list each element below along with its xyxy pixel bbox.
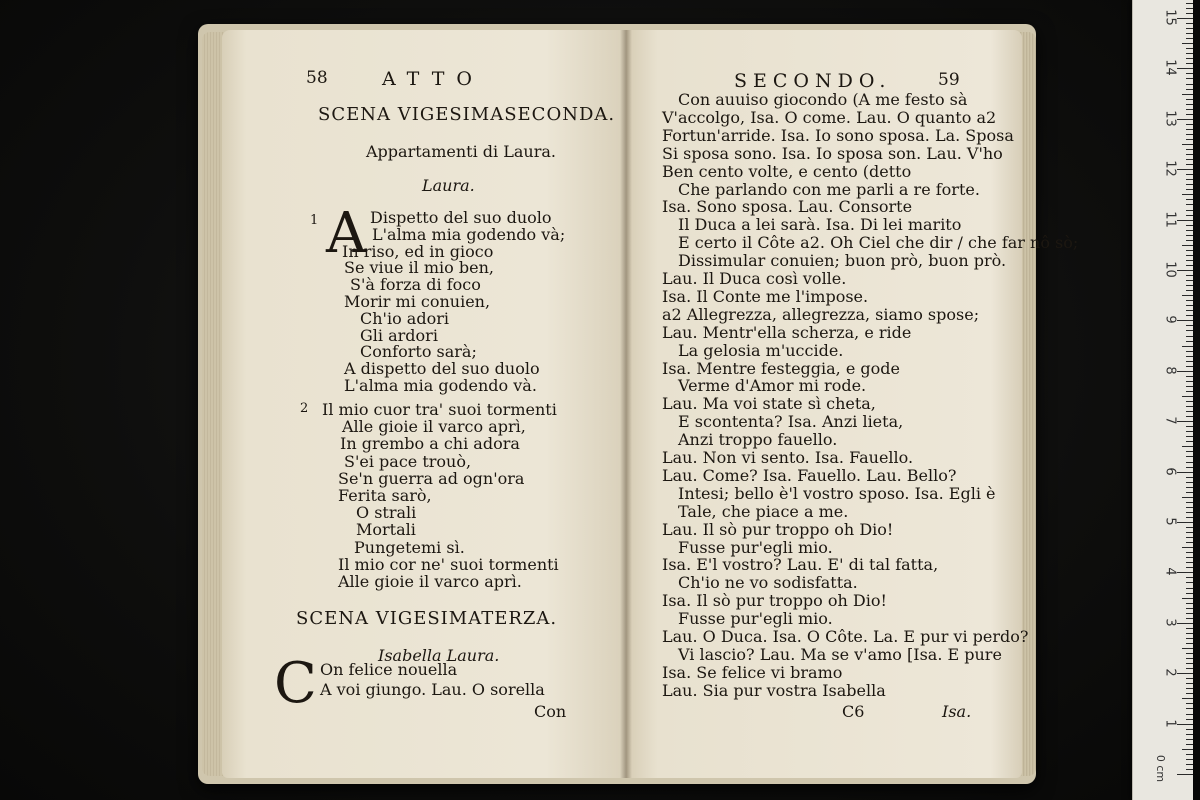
ruler-tick [1186,58,1193,59]
ruler-tick [1182,245,1193,246]
ruler-tick [1186,693,1193,694]
ruler-number: 6 [1162,466,1178,476]
scene-title: SCENA VIGESIMASECONDA. [318,104,616,125]
ruler-tick [1186,426,1193,427]
ruler-tick [1186,3,1193,4]
text-line: E certo il Côte a2. Oh Ciel che dir / che far nô sò; [678,233,1079,253]
ruler-number: 4 [1162,567,1178,577]
text-line: Lau. Il Duca così volle. [662,269,847,288]
text-line: Fortun'arride. Isa. Io sono sposa. La. Sposa [662,125,1014,145]
text-line: Con auuiso giocondo (A me festo sà [678,90,968,109]
text-line: Lau. Il sò pur troppo oh Dio! [662,519,894,539]
ruler-tick [1177,220,1193,221]
text-line: Dissimular conuien; buon prò, buon prò. [678,251,1007,271]
ruler-tick [1186,502,1193,503]
text-line: In grembo a chi adora [340,434,520,454]
text-line: Conforto sarà; [360,342,477,362]
ruler-tick [1186,300,1193,301]
text-line: O strali [356,503,417,523]
ruler-tick [1186,356,1193,357]
ruler-tick [1182,497,1193,498]
ruler-tick [1182,598,1193,599]
page-stack-right [1020,32,1036,776]
ruler-tick [1186,124,1193,125]
ruler-tick [1186,411,1193,412]
text-line: Fusse pur'egli mio. [678,537,833,557]
ruler-tick [1186,189,1193,190]
text-line: Tale, che piace a me. [678,501,849,521]
ruler-tick [1182,94,1193,95]
ruler-tick [1186,159,1193,160]
left-page [222,30,626,778]
ruler-tick [1186,714,1193,715]
ruler-tick [1186,250,1193,251]
ruler-tick [1177,572,1193,573]
ruler-tick [1186,431,1193,432]
text-line: Lau. Ma voi state sì cheta, [662,394,876,414]
ruler-tick [1186,638,1193,639]
ruler-tick [1186,361,1193,362]
ruler-tick [1186,134,1193,135]
ruler-tick [1177,421,1193,422]
text-line: Mortali [356,520,416,540]
text-line: Morir mi conuien, [344,292,491,311]
text-line: Lau. Mentr'ella scherza, e ride [662,322,912,342]
ruler-unit: 0 cm [1154,754,1168,783]
ruler-tick [1186,663,1193,664]
text-line: Isa. Mentre festeggia, e gode [662,358,900,378]
ruler-tick [1186,658,1193,659]
text-line: Gli ardori [360,325,438,345]
text-line: Lau. O Duca. Isa. O Côte. La. E pur vi perdo? [662,627,1029,646]
ruler-tick [1177,371,1193,372]
ruler-number: 11 [1162,210,1178,228]
ruler-tick [1186,401,1193,402]
text-line: Isa. Sono sposa. Lau. Consorte [662,197,913,217]
ruler-tick [1182,396,1193,397]
ruler-tick [1186,164,1193,165]
ruler-tick [1182,749,1193,750]
ruler-tick [1186,315,1193,316]
ruler-tick [1186,593,1193,594]
ruler-tick [1186,734,1193,735]
text-line: La gelosia m'uccide. [678,340,844,360]
ruler-tick [1177,724,1193,725]
text-line: Ch'io adori [360,308,449,328]
ruler-tick [1186,255,1193,256]
ruler-tick [1177,522,1193,523]
ruler-tick [1186,688,1193,689]
ruler-number: 15 [1162,9,1178,26]
ruler-tick [1186,406,1193,407]
ruler-tick [1186,78,1193,79]
ruler-tick [1186,532,1193,533]
text-line: Alle gioie il varco aprì, [342,417,526,437]
ruler-tick [1182,648,1193,649]
ruler-tick [1177,774,1193,775]
ruler-tick [1186,577,1193,578]
text-line: Il Duca a lei sarà. Isa. Di lei marito [678,215,962,235]
text-line: Pungetemi sì. [354,537,465,557]
text-line: A dispetto del suo duolo [344,359,540,379]
text-line: In riso, ed in gioco [342,241,494,261]
ruler-number: 5 [1162,517,1178,526]
measurement-ruler [1132,0,1193,800]
ruler-tick [1186,754,1193,755]
text-line: Ben cento volte, e cento (detto [662,161,912,181]
ruler-tick [1186,290,1193,291]
text-line: Lau. Come? Isa. Fauello. Lau. Bello? [662,465,957,485]
ruler-tick [1186,174,1193,175]
text-line: Vi lascio? Lau. Ma se v'amo [Isa. E pure [678,644,1002,664]
ruler-tick [1182,194,1193,195]
ruler-tick [1182,346,1193,347]
ruler-tick [1186,542,1193,543]
page-number: 59 [938,70,960,90]
text-line: Isa. Il sò pur troppo oh Dio! [662,591,887,611]
ruler-tick [1186,537,1193,538]
ruler-tick [1186,492,1193,493]
ruler-tick [1186,109,1193,110]
text-line: A voi giungo. Lau. O sorella [320,680,545,699]
ruler-tick [1186,416,1193,417]
ruler-tick [1186,8,1193,9]
ruler-tick [1186,613,1193,614]
ruler-tick [1186,759,1193,760]
text-line: Lau. Sia pur vostra Isabella [662,680,886,700]
ruler-tick [1186,336,1193,337]
ruler-tick [1177,623,1193,624]
ruler-tick [1186,240,1193,241]
running-head: ATTO [382,68,484,90]
text-line: Che parlando con me parli a re forte. [678,179,980,199]
ruler-tick [1186,139,1193,140]
text-line: Verme d'Amor mi rode. [678,376,867,396]
ruler-tick [1182,144,1193,145]
right-page [626,30,1079,778]
text-line: Dispetto del suo duolo [370,208,552,227]
ruler-tick [1186,199,1193,200]
text-line: Lau. Non vi sento. Isa. Fauello. [662,448,914,467]
ruler-tick [1186,330,1193,331]
ruler-number: 9 [1162,315,1178,325]
ruler-tick [1186,668,1193,669]
ruler-tick [1186,678,1193,679]
ruler-number: 14 [1162,59,1178,77]
ruler-tick [1186,73,1193,74]
ruler-tick [1186,33,1193,34]
ruler-tick [1186,462,1193,463]
text-line: a2 Allegrezza, allegrezza, siamo spose; [662,304,980,324]
ruler-tick [1186,63,1193,64]
ruler-tick [1186,225,1193,226]
ruler-tick [1186,325,1193,326]
text-line: Isa. Il Conte me l'impose. [662,286,869,306]
ruler-tick [1186,703,1193,704]
ruler-tick [1186,729,1193,730]
ruler-tick [1186,507,1193,508]
ruler-tick [1186,719,1193,720]
verse-marker: 1 [310,213,319,228]
ruler-tick [1186,376,1193,377]
text-line: L'alma mia godendo và; [372,224,566,244]
ruler-tick [1186,154,1193,155]
ruler-number: 13 [1162,110,1178,127]
ruler-tick [1186,769,1193,770]
scene-setting: Appartamenti di Laura. [366,142,556,161]
ruler-tick [1182,547,1193,548]
ruler-number: 2 [1162,668,1178,677]
text-line: Anzi troppo fauello. [678,430,838,450]
text-line: S'à forza di foco [350,275,481,295]
ruler-tick [1186,275,1193,276]
page-stack-left [202,32,224,776]
ruler-tick [1177,472,1193,473]
ruler-tick [1186,487,1193,488]
ruler-tick [1186,517,1193,518]
ruler-tick [1186,552,1193,553]
ruler-tick [1186,477,1193,478]
ruler-tick [1186,567,1193,568]
ruler-tick [1177,169,1193,170]
ruler-tick [1186,179,1193,180]
ruler-tick [1186,210,1193,211]
ruler-tick [1177,320,1193,321]
ruler-tick [1186,104,1193,105]
ruler-tick [1186,99,1193,100]
drop-cap: A [326,201,367,266]
ruler-tick [1182,295,1193,296]
text-line: Il mio cor ne' suoi tormenti [338,554,559,574]
ruler-tick [1186,305,1193,306]
ruler-tick [1186,280,1193,281]
ruler-number: 1 [1162,718,1178,728]
text-line: Fusse pur'egli mio. [678,609,833,629]
ruler-tick [1186,628,1193,629]
text-line: L'alma mia godendo và. [344,376,537,395]
ruler-tick [1177,270,1193,271]
ruler-tick [1186,582,1193,583]
ruler-tick [1177,673,1193,674]
ruler-tick [1186,456,1193,457]
text-line: Ferita sarò, [338,486,432,505]
text-line: Isa. E'l vostro? Lau. E' di tal fatta, [662,555,939,575]
ruler-tick [1186,260,1193,261]
ruler-tick [1186,557,1193,558]
scene-speakers: Isabella Laura. [378,646,500,665]
text-line: Ch'io ne vo sodisfatta. [678,573,858,593]
text-line: Si sposa sono. Isa. Io sposa son. Lau. V'ho [662,143,1003,163]
text-line: Alle gioie il varco aprì. [338,572,522,591]
ruler-tick [1177,68,1193,69]
text-line: On felice nouella [320,660,458,679]
text-line: E scontenta? Isa. Anzi lieta, [678,412,904,432]
ruler-tick [1186,215,1193,216]
ruler-number: 12 [1162,160,1178,177]
catchword: Isa. [942,702,972,721]
ruler-tick [1186,467,1193,468]
ruler-tick [1186,235,1193,236]
verse-marker: 2 [300,401,309,416]
text-line: Isa. Se felice vi bramo [662,662,843,682]
ruler-tick [1186,482,1193,483]
ruler-tick [1186,386,1193,387]
ruler-tick [1186,451,1193,452]
ruler-number: 7 [1162,416,1178,425]
ruler-number: 3 [1162,618,1178,627]
ruler-tick [1186,129,1193,130]
ruler-tick [1186,512,1193,513]
ruler-tick [1186,618,1193,619]
drop-cap: C [274,651,317,716]
ruler-tick [1186,381,1193,382]
ruler-tick [1186,13,1193,14]
ruler-tick [1186,184,1193,185]
ruler-tick [1186,28,1193,29]
ruler-tick [1186,633,1193,634]
speaker-name: Laura. [422,176,475,195]
ruler-tick [1186,643,1193,644]
text-line: Intesi; bello è'l vostro sposo. Isa. Egli è [678,483,996,503]
scene-title: SCENA VIGESIMATERZA. [296,608,558,629]
book-gutter [620,30,632,778]
ruler-tick [1186,608,1193,609]
ruler-tick [1177,18,1193,19]
ruler-tick [1182,446,1193,447]
ruler-tick [1186,744,1193,745]
ruler-tick [1186,285,1193,286]
ruler-tick [1186,739,1193,740]
text-line: Se'n guerra ad ogn'ora [338,468,525,488]
ruler-tick [1186,149,1193,150]
ruler-tick [1186,562,1193,563]
text-line: V'accolgo, Isa. O come. Lau. O quanto a2 [662,107,997,127]
ruler-tick [1186,48,1193,49]
running-head: SECONDO. [734,70,892,92]
ruler-tick [1186,310,1193,311]
ruler-tick [1186,23,1193,24]
ruler-tick [1186,708,1193,709]
ruler-tick [1186,527,1193,528]
text-line: S'ei pace trouò, [344,451,472,471]
ruler-tick [1186,204,1193,205]
ruler-tick [1186,603,1193,604]
ruler-tick [1186,436,1193,437]
ruler-tick [1186,366,1193,367]
text-line: Il mio cuor tra' suoi tormenti [322,400,557,419]
ruler-tick [1186,265,1193,266]
signature-mark: C6 [842,702,865,721]
ruler-tick [1177,119,1193,120]
ruler-tick [1186,764,1193,765]
ruler-tick [1186,38,1193,39]
ruler-tick [1186,114,1193,115]
ruler-tick [1186,341,1193,342]
ruler-tick [1186,653,1193,654]
ruler-tick [1186,441,1193,442]
ruler-tick [1186,53,1193,54]
ruler-tick [1186,588,1193,589]
catchword: Con [534,702,567,721]
text-line: Se viue il mio ben, [344,258,494,278]
ruler-number: 8 [1162,366,1178,375]
ruler-tick [1186,683,1193,684]
ruler-tick [1182,698,1193,699]
page-number: 58 [306,68,328,88]
ruler-number: 10 [1162,261,1178,278]
ruler-tick [1186,391,1193,392]
ruler-tick [1186,351,1193,352]
ruler-tick [1186,89,1193,90]
ruler-tick [1186,230,1193,231]
ruler-tick [1182,43,1193,44]
ruler-tick [1186,84,1193,85]
